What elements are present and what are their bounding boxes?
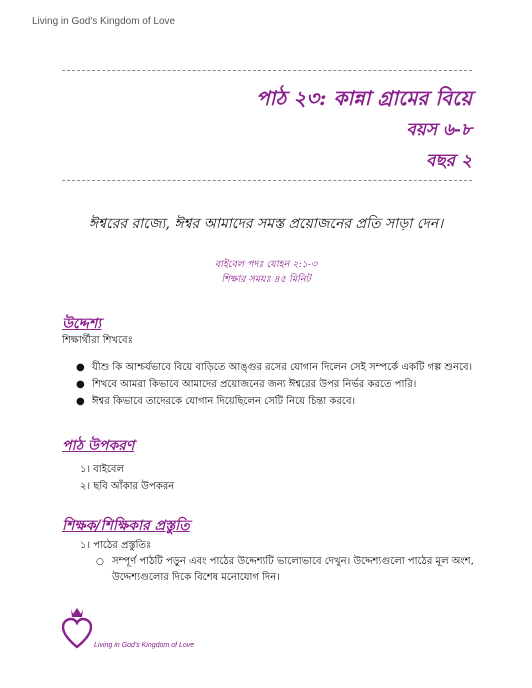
page-footer: Living in God's Kingdom of Love xyxy=(94,642,195,649)
list-item: ● শিখবে আমরা কিভাবে আমাদের প্রয়োজনের জন্য ঈশ্বরের উপর নির্ভর করতে পারি। xyxy=(76,379,417,390)
preparation-sub-item: ○ সম্পূর্ণ পাঠটি পড়ুন এবং পাঠের উদ্দেশ্যটি ভালোভাবে দেখুন। উদ্দেশ্যগুলো পাঠের মূল অংশ, উদ্দেশ্যগুলোর দিকে বিশেষ মনোযোগ দিন। xyxy=(96,556,474,583)
lesson-title: পাঠ ২৩: কান্না গ্রামের বিয়ে xyxy=(256,86,472,110)
list-item: ● ঈশ্বর কিভাবে তাদেরকে যোগান দিয়েছিলেন সেটি নিয়ে চিন্তা করবে। xyxy=(76,396,356,407)
page-header: Living in God's Kingdom of Love xyxy=(32,16,176,27)
age-range: বয়স ৬-৮ xyxy=(406,120,472,140)
lesson-time: শিক্ষার সময়ঃ ৪৫ মিনিট xyxy=(221,274,311,285)
materials-item: ১। বাইবেল xyxy=(80,464,124,475)
crown-heart-logo-icon xyxy=(62,605,92,649)
preparation-heading: শিক্ষক/শিক্ষিকার প্রস্তুতি xyxy=(62,518,190,534)
bullet-icon: ● xyxy=(76,362,85,373)
objectives-list xyxy=(62,360,482,411)
list-item: ● যীশু কি আশ্চর্যভাবে বিয়ে বাড়িতে আঙ্গুর রসের যোগান দিলেন সেই সম্পর্কে একটি গল্প শুনবে। xyxy=(76,362,473,373)
lesson-year: বছর ২ xyxy=(425,151,472,171)
materials-item: ২। ছবি আঁকার উপকরন xyxy=(80,481,175,492)
hollow-circle-icon: ○ xyxy=(96,557,104,567)
preparation-step: ১। পাঠের প্রস্তুতিঃ xyxy=(80,540,152,551)
bullet-icon: ● xyxy=(76,396,85,407)
top-divider xyxy=(62,70,472,71)
objectives-intro: শিক্ষার্থীরা শিখবেঃ xyxy=(62,335,133,346)
objectives-heading: উদ্দেশ্য xyxy=(62,316,102,332)
bible-reference: বাইবেল পদঃ যোহন ২:১-৩ xyxy=(214,259,318,270)
bottom-divider xyxy=(62,180,472,181)
lesson-theme: ঈশ্বরের রাজ্যে, ঈশ্বর আমাদের সমস্ত প্রয়োজনের প্রতি সাড়া দেন। xyxy=(88,216,444,232)
bullet-icon: ● xyxy=(76,379,85,390)
materials-heading: পাঠ উপকরণ xyxy=(62,438,135,454)
